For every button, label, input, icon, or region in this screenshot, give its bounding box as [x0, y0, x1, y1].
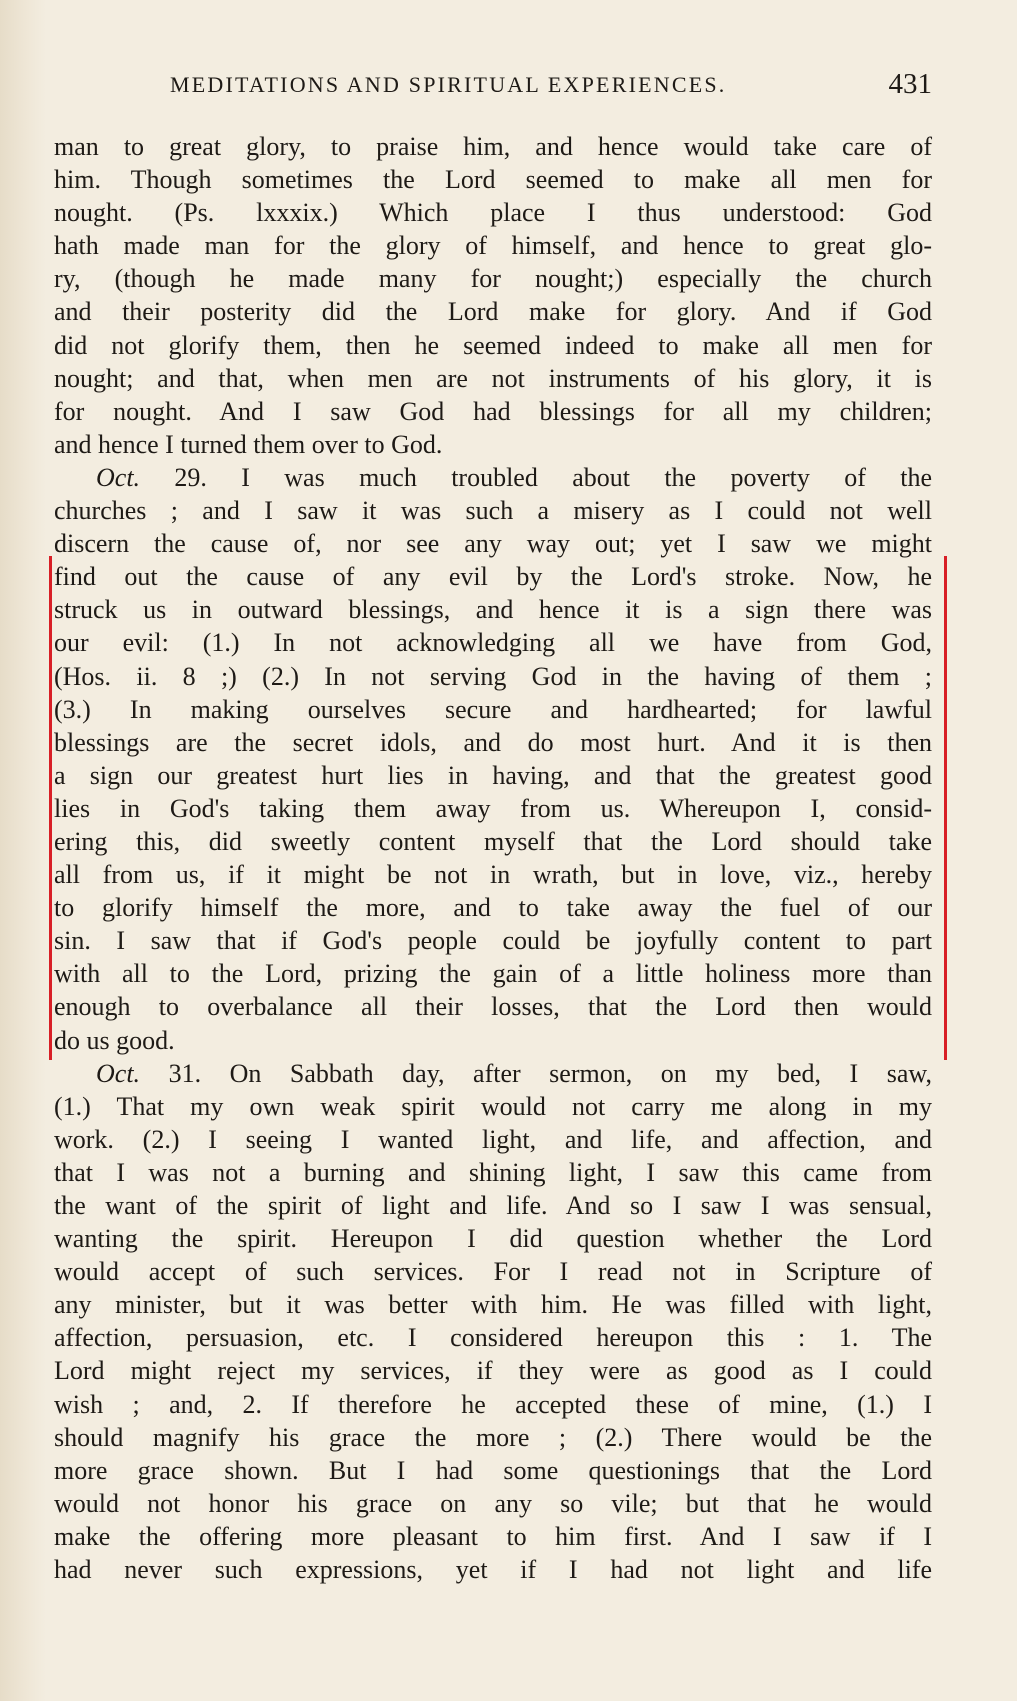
- line-text: enough to overbalance all their losses, that the Lord then would: [54, 992, 932, 1022]
- line-text: find out the cause of any evil by the Lord's stroke. Now, he: [54, 562, 932, 592]
- text-line: [54, 362, 932, 395]
- text-line: [54, 1421, 932, 1454]
- text-line: [54, 593, 932, 626]
- text-line: [54, 626, 932, 659]
- text-line: [54, 1454, 932, 1487]
- line-text: had never such expressions, yet if I had not light and life: [54, 1555, 932, 1585]
- line-text: more grace shown. But I had some questionings that the Lord: [54, 1455, 932, 1485]
- text-line: [54, 229, 932, 262]
- line-text: him. Though sometimes the Lord seemed to make all men for: [54, 165, 932, 195]
- text-line: [54, 957, 932, 990]
- text-line: [54, 262, 932, 295]
- text-line: [54, 494, 932, 527]
- line-text: 29. I was much troubled about the poverty of the: [140, 462, 932, 492]
- text-line: [54, 1156, 932, 1189]
- line-text: any minister, but it was better with him. He was filled with light,: [54, 1290, 932, 1320]
- line-text: struck us in outward blessings, and hence it is a sign there was: [54, 595, 932, 625]
- line-text: wanting the spirit. Hereupon I did question whether the Lord: [54, 1224, 932, 1254]
- line-text: all from us, if it might be not in wrath, but in love, viz., hereby: [54, 860, 932, 890]
- text-line: [54, 395, 932, 428]
- line-text: affection, persuasion, etc. I considered hereupon this : 1. The: [54, 1323, 932, 1353]
- line-text: and their posterity did the Lord make for glory. And if God: [54, 297, 932, 327]
- text-line: [54, 858, 932, 891]
- line-text: with all to the Lord, prizing the gain of a little holiness more than: [54, 959, 932, 989]
- text-line: [54, 163, 932, 196]
- text-line: [54, 891, 932, 924]
- line-text: and hence I turned them over to God.: [54, 429, 443, 459]
- text-line: [54, 1354, 932, 1387]
- text-line: [54, 1321, 932, 1354]
- text-line: [54, 792, 932, 825]
- page-gutter-shadow: [0, 0, 46, 1701]
- text-line: [54, 660, 932, 693]
- text-line: [54, 295, 932, 328]
- body-text: [54, 130, 932, 1586]
- line-text: (3.) In making ourselves secure and hardhearted; for lawful: [54, 694, 932, 724]
- entry-date: Oct.: [96, 462, 141, 492]
- line-text: churches ; and I saw it was such a misery as I could not well: [54, 496, 932, 526]
- text-line: [54, 527, 932, 560]
- line-text: work. (2.) I seeing I wanted light, and life, and affection, and: [54, 1124, 932, 1154]
- page-number: 431: [888, 68, 932, 100]
- line-text: blessings are the secret idols, and do most hurt. And it is then: [54, 727, 932, 757]
- line-text: ering this, did sweetly content myself that the Lord should take: [54, 826, 932, 856]
- text-line: [54, 1553, 932, 1586]
- text-line: [54, 1520, 932, 1553]
- line-text: should magnify his grace the more ; (2.) There would be the: [54, 1422, 932, 1452]
- line-text: lies in God's taking them away from us. Whereupon I, consid-: [54, 793, 932, 823]
- text-line: [54, 196, 932, 229]
- line-text: discern the cause of, nor see any way out; yet I saw we might: [54, 529, 932, 559]
- text-line: [54, 130, 932, 163]
- text-line: [54, 759, 932, 792]
- text-line: [54, 428, 932, 461]
- line-text: make the offering more pleasant to him first. And I saw if I: [54, 1521, 932, 1551]
- text-line: [54, 990, 932, 1023]
- text-line: [54, 560, 932, 593]
- text-line: [54, 1090, 932, 1123]
- line-text: (Hos. ii. 8 ;) (2.) In not serving God in the having of them ;: [54, 661, 932, 691]
- line-text: Lord might reject my services, if they were as good as I could: [54, 1356, 932, 1386]
- text-line: [54, 1288, 932, 1321]
- text-line: [54, 461, 932, 494]
- page-header: [170, 68, 932, 108]
- line-text: did not glorify them, then he seemed indeed to make all men for: [54, 330, 932, 360]
- line-text: (1.) That my own weak spirit would not carry me along in my: [54, 1091, 932, 1121]
- text-line: [54, 1255, 932, 1288]
- text-line: [54, 726, 932, 759]
- line-text: that I was not a burning and shining light, I saw this came from: [54, 1157, 932, 1187]
- line-text: would accept of such services. For I read not in Scripture of: [54, 1257, 932, 1287]
- text-line: [54, 1189, 932, 1222]
- line-text: would not honor his grace on any so vile; but that he would: [54, 1488, 932, 1518]
- text-line: [54, 924, 932, 957]
- line-text: to glorify himself the more, and to take away the fuel of our: [54, 893, 932, 923]
- line-text: hath made man for the glory of himself, and hence to great glo-: [54, 231, 932, 261]
- running-head: MEDITATIONS AND SPIRITUAL EXPERIENCES.: [170, 72, 727, 97]
- text-line: [54, 1222, 932, 1255]
- text-line: [54, 1123, 932, 1156]
- text-line: [54, 1057, 932, 1090]
- text-line: [54, 825, 932, 858]
- line-text: nought. (Ps. lxxxix.) Which place I thus understood: God: [54, 198, 932, 228]
- text-line: [54, 1487, 932, 1520]
- line-text: sin. I saw that if God's people could be joyfully content to part: [54, 926, 932, 956]
- line-text: do us good.: [54, 1025, 175, 1055]
- text-line: [54, 1024, 932, 1057]
- line-text: wish ; and, 2. If therefore he accepted these of mine, (1.) I: [54, 1389, 932, 1419]
- text-line: [54, 693, 932, 726]
- line-text: our evil: (1.) In not acknowledging all we have from God,: [54, 628, 932, 658]
- line-text: man to great glory, to praise him, and hence would take care of: [54, 132, 932, 161]
- line-text: ry, (though he made many for nought;) especially the church: [54, 264, 932, 294]
- entry-date: Oct.: [96, 1058, 141, 1088]
- line-text: nought; and that, when men are not instruments of his glory, it is: [54, 363, 932, 393]
- line-text: for nought. And I saw God had blessings for all my children;: [54, 396, 932, 426]
- text-line: [54, 329, 932, 362]
- line-text: 31. On Sabbath day, after sermon, on my bed, I saw,: [140, 1058, 932, 1088]
- line-text: a sign our greatest hurt lies in having, and that the greatest good: [54, 760, 932, 790]
- text-line: [54, 1388, 932, 1421]
- line-text: the want of the spirit of light and life. And so I saw I was sensual,: [54, 1191, 932, 1220]
